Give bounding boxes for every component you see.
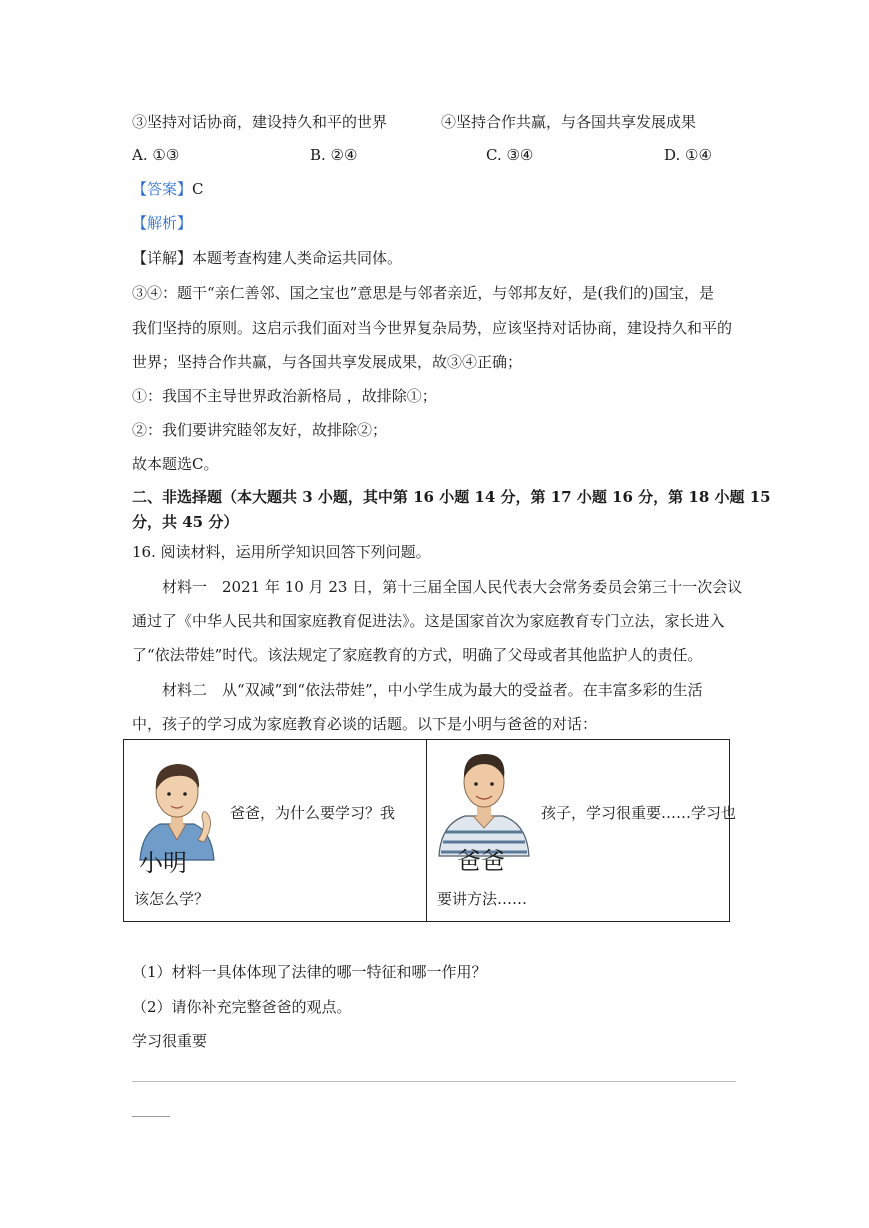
material1-line1: 材料一 2021 年 10 月 23 日，第十三届全国人民代表大会常务委员会第三十一次会议 <box>162 578 743 596</box>
option-item-3: ③坚持对话协商，建设持久和平的世界 <box>132 113 388 131</box>
q16-sub1: （1）材料一具体体现了法律的哪一特征和哪一作用？ <box>132 963 487 981</box>
detail-text: 本题考查构建人类命运共同体。 <box>192 249 403 267</box>
choice-d: D. ①④ <box>664 146 712 164</box>
answer-tag: 【答案】 <box>132 180 193 198</box>
analysis-p1-line2: 我们坚持的原则。这启示我们面对当今世界复杂局势，应该坚持对话协商，建设持久和平的 <box>132 319 733 337</box>
answer-line <box>132 179 204 199</box>
analysis-p1-line1: ③④：题干“亲仁善邻、国之宝也”意思是与邻者亲近，与邻邦友好，是(我们的)国宝，是 <box>132 284 715 302</box>
xiaoming-speech-line2: 该怎么学？ <box>134 890 210 908</box>
option-item-4: ④坚持合作共赢，与各国共享发展成果 <box>441 113 697 131</box>
analysis-p1-line3: 世界；坚持合作共赢，与各国共享发展成果，故③④正确； <box>132 353 523 371</box>
section2-heading-line2: 分，共 45 分） <box>132 513 239 531</box>
material2-line1: 材料二 从“双减”到“依法带娃”，中小学生成为最大的受益者。在丰富多彩的生活 <box>162 681 703 699</box>
analysis-p4: 故本题选C。 <box>132 455 219 473</box>
answer-value: C <box>192 180 204 198</box>
dialog-table <box>123 739 737 922</box>
xiaoming-name-label: 小明 <box>139 849 187 877</box>
choice-b: B. ②④ <box>310 146 358 164</box>
q16-sub2: （2）请你补充完整爸爸的观点。 <box>132 998 352 1016</box>
analysis-p2: ①：我国不主导世界政治新格局 ，故排除①； <box>132 387 437 405</box>
q16-stem: 16. 阅读材料，运用所学知识回答下列问题。 <box>132 543 431 561</box>
choice-c: C. ③④ <box>486 146 534 164</box>
material2-line2: 中，孩子的学习成为家庭教育必谈的话题。以下是小明与爸爸的对话： <box>132 715 598 733</box>
section2-heading-line1: 二、非选择题（本大题共 3 小题，其中第 16 小题 14 分，第 17 小题 16 分，第 18 小题 15 <box>132 488 771 506</box>
baba-speech-line2: 要讲方法…… <box>437 890 528 908</box>
dialog-cell-baba <box>427 740 737 922</box>
material1-line2: 通过了《中华人民共和国家庭教育促进法》。这是国家首次为家庭教育专门立法，家长进入 <box>132 612 725 630</box>
answer-short-rule <box>132 1116 170 1117</box>
analysis-tag: 【解析】 <box>132 214 193 232</box>
answer-line-rule <box>132 1081 736 1082</box>
choice-a: A. ①③ <box>132 146 180 164</box>
detail-tag: 【详解】 <box>132 249 193 267</box>
dialog-cell-xiaoming <box>124 740 427 922</box>
xiaoming-speech-line1: 爸爸，为什么要学习？我 <box>230 804 396 822</box>
material1-line3: 了“依法带娃”时代。该法规定了家庭教育的方式，明确了父母或者其他监护人的责任。 <box>132 646 703 664</box>
baba-name-label: 爸爸 <box>457 847 505 875</box>
baba-speech-line1: 孩子，学习很重要……学习也 <box>541 804 737 822</box>
detail-line <box>132 248 402 268</box>
analysis-p3: ②：我们要讲究睦邻友好，故排除②； <box>132 421 388 439</box>
answer-start-text: 学习很重要 <box>132 1032 208 1050</box>
